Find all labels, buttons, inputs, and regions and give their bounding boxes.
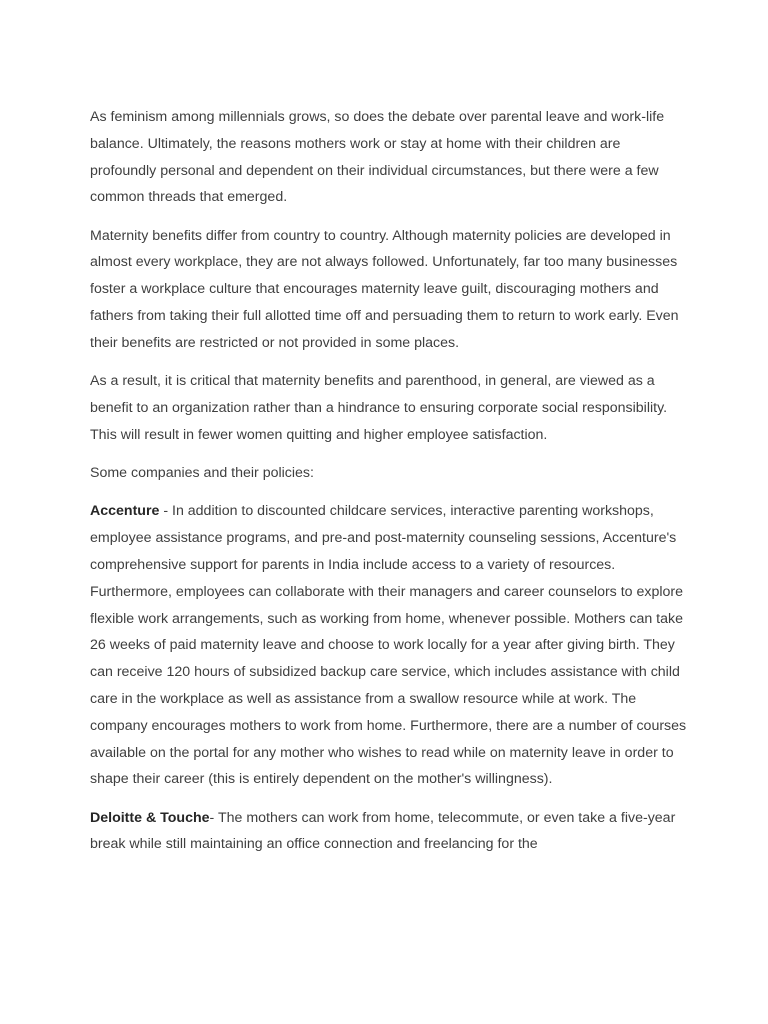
- result-paragraph: As a result, it is critical that maternity benefits and parenthood, in general, are viewed as a benefit to an organization rather than a hindrance to ensuring corporate social responsibility. This will result in fewer women quitting and higher employee satisfaction.: [90, 373, 668, 443]
- companies-intro-paragraph: Some companies and their policies:: [90, 465, 314, 482]
- company-description-deloitte: - The mothers can work from home, telecommute, or even take a five-year break while still maintaining an office connection and freelancing for the: [90, 809, 676, 853]
- intro-paragraph: As feminism among millennials grows, so does the debate over parental leave and work-life balance. Ultimately, the reasons mothers work or stay at home with their children are profoundly personal and dependent on their individual circumstances, but there were a few common threads that emerged.: [90, 109, 665, 206]
- maternity-benefits-paragraph: Maternity benefits differ from country to country. Although maternity policies are developed in almost every workplace, they are not always followed. Unfortunately, far too many businesses foster a workplace culture that encourages maternity leave guilt, discouraging mothers and fathers from taking their full allotted time off and persuading them to return to work early. Even their benefits are restricted or not provided in some places.: [90, 227, 679, 351]
- company-paragraph-accenture: [90, 498, 690, 793]
- document-page: [90, 104, 690, 870]
- company-paragraph-deloitte: [90, 805, 690, 859]
- company-name-accenture: Accenture: [90, 503, 160, 520]
- company-description-accenture: - In addition to discounted childcare services, interactive parenting workshops, employee assistance programs, and pre-and post-maternity counseling sessions, Accenture's comprehensive support for parents in India include access to a variety of resources. Furthermore, employees can collaborate with their managers and career counselors to explore flexible work arrangements, such as working from home, whenever possible. Mothers can take 26 weeks of paid maternity leave and choose to work locally for a year after giving birth. They can receive 120 hours of subsidized backup care service, which includes assistance with child care in the workplace as well as assistance from a swallow resource while at work. The company encourages mothers to work from home. Furthermore, there are a number of courses available on the portal for any mother who wishes to read while on maternity leave in order to shape their career (this is entirely dependent on the mother's willingness).: [90, 503, 687, 788]
- company-name-deloitte: Deloitte & Touche: [90, 809, 210, 826]
